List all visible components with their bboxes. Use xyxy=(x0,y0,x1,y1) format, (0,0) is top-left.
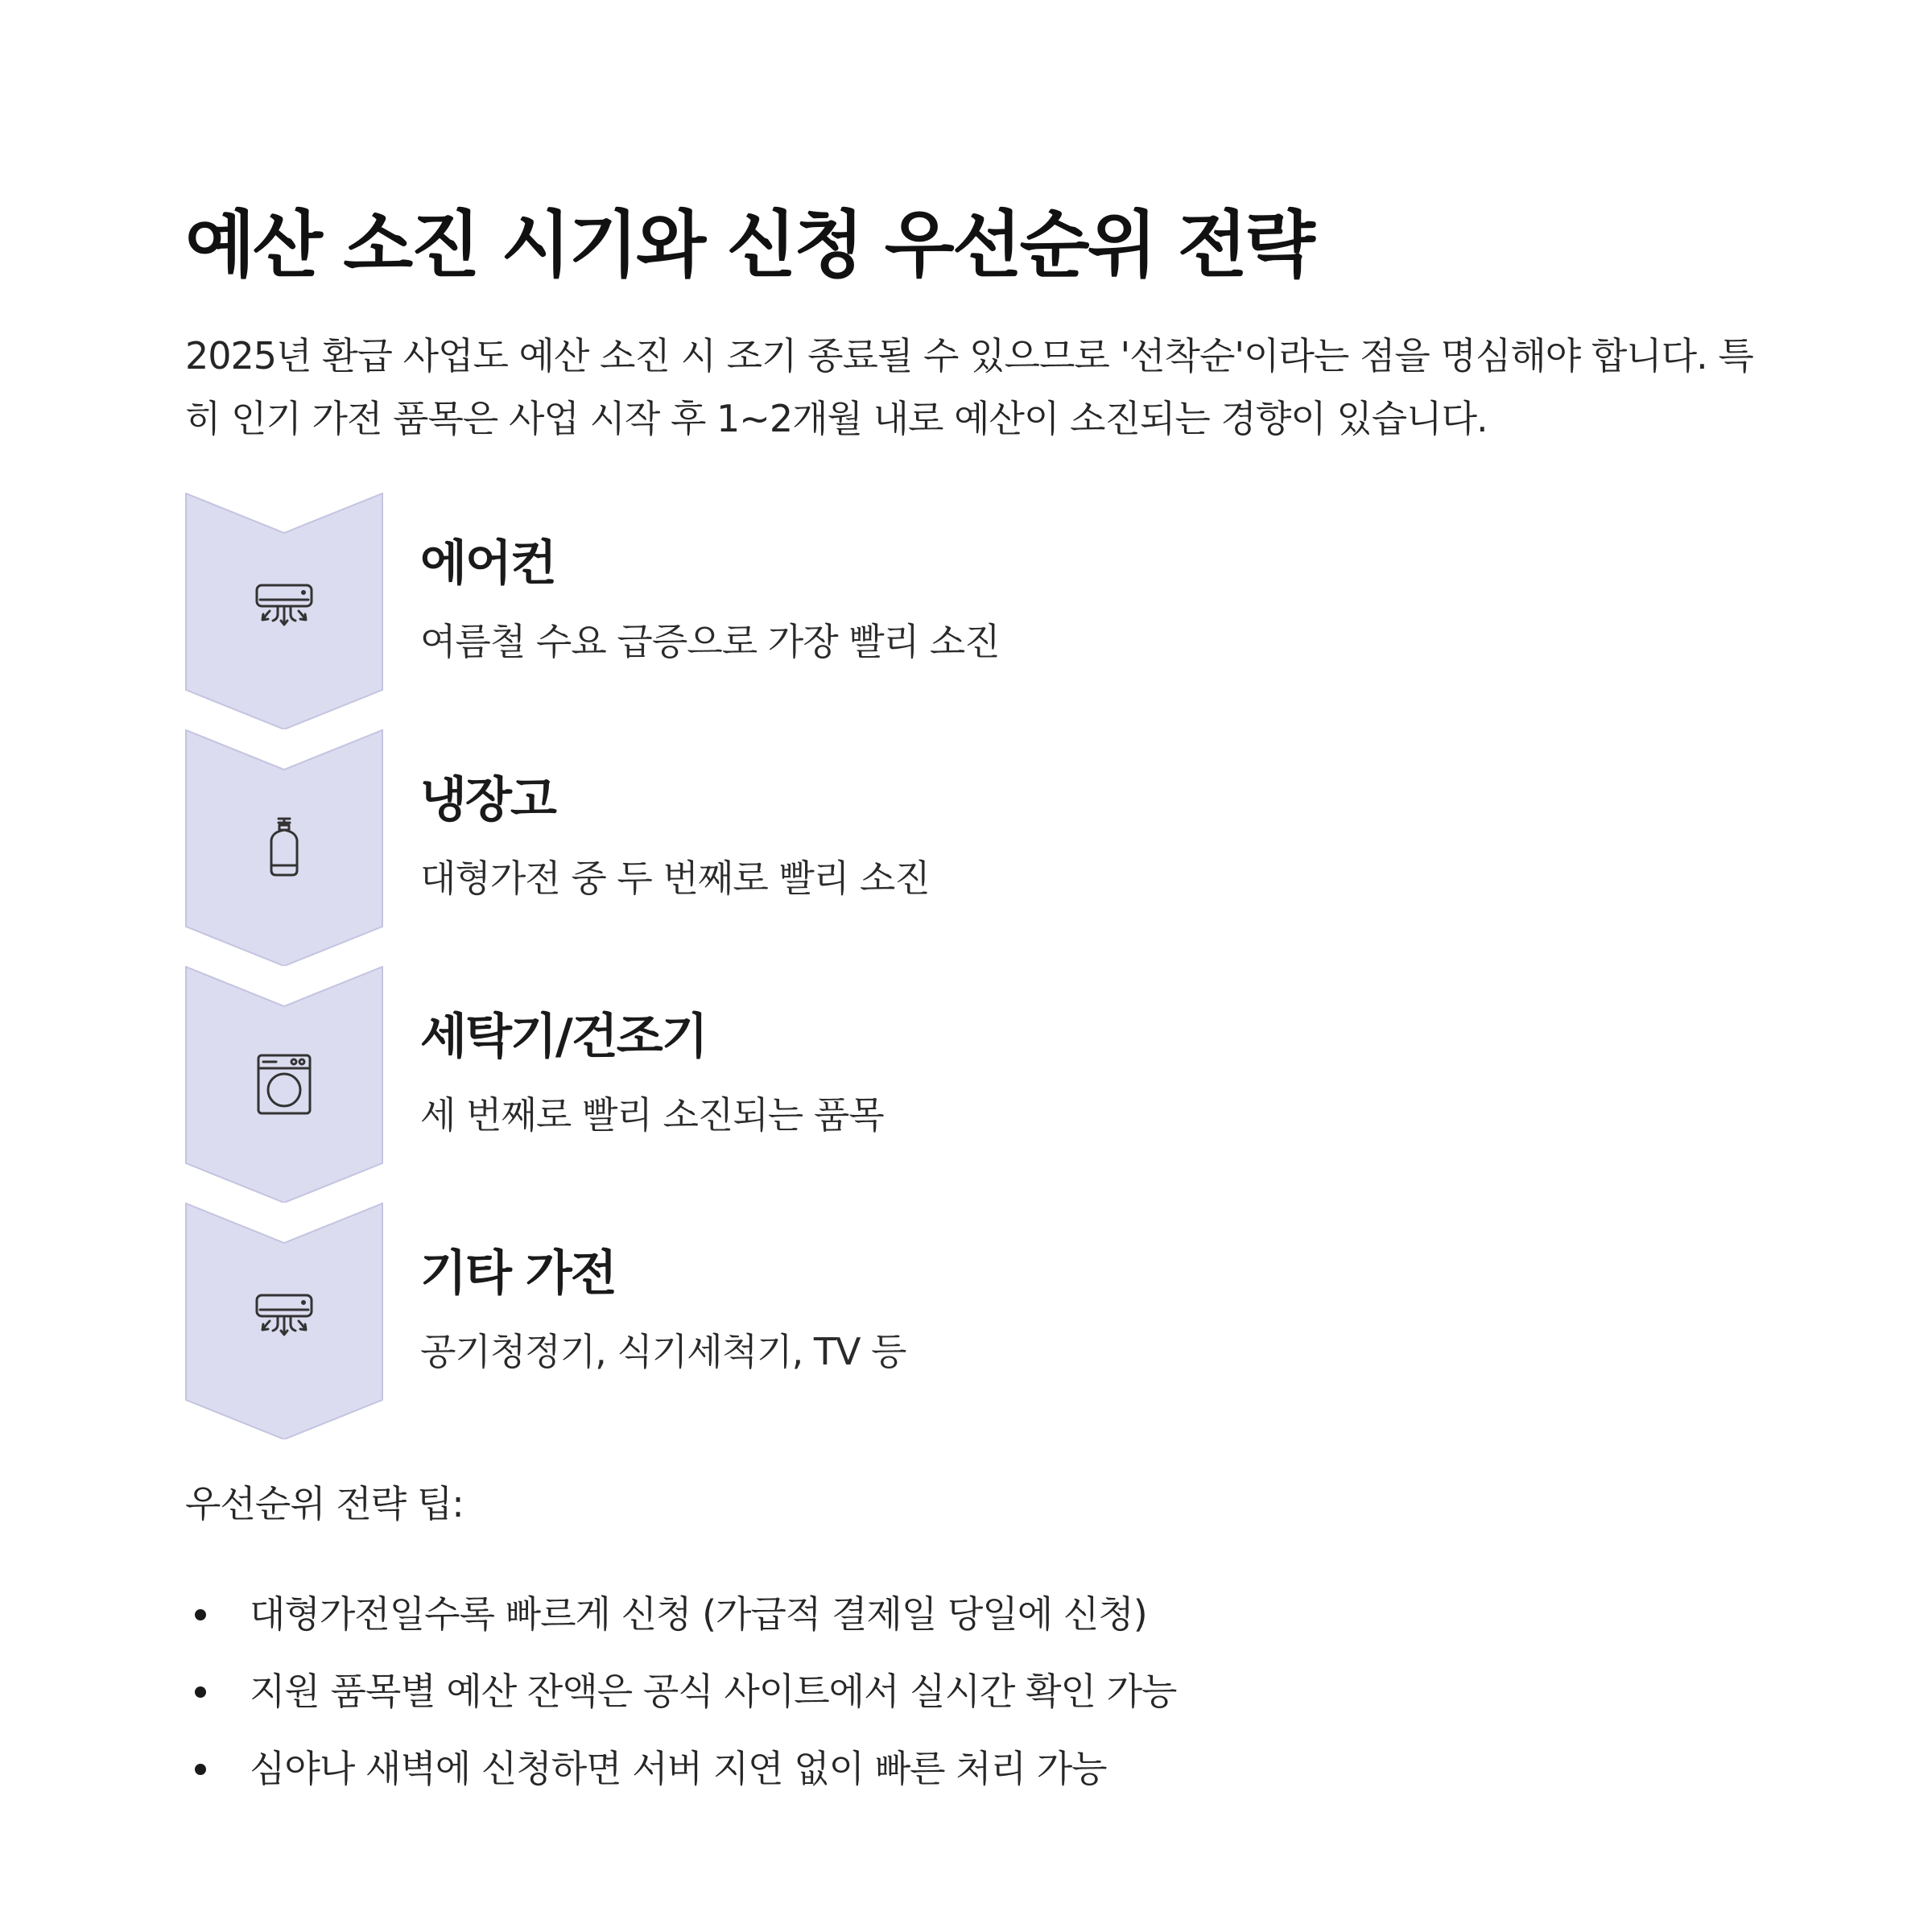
step-air-conditioner xyxy=(185,493,1763,734)
page-title: 예산 소진 시기와 신청 우선순위 전략 xyxy=(185,203,1313,288)
step-refrigerator xyxy=(185,729,1763,971)
list-item xyxy=(185,1667,1763,1744)
washing-machine-icon xyxy=(252,1052,316,1117)
step-title: 기타 가전 xyxy=(420,1245,616,1302)
step-description: 세 번째로 빨리 소진되는 품목 xyxy=(420,1093,884,1137)
list-item xyxy=(185,1744,1763,1822)
bullet-icon xyxy=(195,1764,206,1775)
tip-text: 심야나 새벽에 신청하면 서버 지연 없이 빠른 처리 가능 xyxy=(250,1747,1107,1790)
step-washer-dryer xyxy=(185,966,1763,1208)
intro-paragraph: 2025년 환급 사업도 예산 소진 시 조기 종료될 수 있으므로 '선착순'이라는 점을 명심해야 합니다. 특히 인기 가전 품목은 사업 시작 후 1~2개월 내로 예산이 소진되는 경향이 있습니다. xyxy=(185,334,1753,440)
step-description: 공기청정기, 식기세척기, TV 등 xyxy=(420,1330,906,1373)
step-other-appliances xyxy=(185,1203,1763,1444)
bullet-icon xyxy=(195,1686,206,1698)
step-title: 세탁기/건조기 xyxy=(420,1009,707,1065)
air-conditioner-icon xyxy=(252,579,316,643)
tips-list xyxy=(185,1590,1763,1822)
tip-text: 지원 품목별 예산 잔액은 공식 사이트에서 실시간 확인 가능 xyxy=(250,1670,1177,1713)
list-item xyxy=(185,1590,1763,1667)
tip-text: 대형가전일수록 빠르게 신청 (가급적 결제일 당일에 신청) xyxy=(250,1592,1147,1636)
bullet-icon xyxy=(195,1609,206,1620)
step-title: 냉장고 xyxy=(420,772,555,828)
tips-heading: 우선순위 전략 팁: xyxy=(185,1482,464,1525)
step-description: 여름철 수요 급증으로 가장 빨리 소진 xyxy=(420,620,1000,663)
air-conditioner-icon xyxy=(252,1289,316,1353)
step-title: 에어컨 xyxy=(420,535,555,592)
step-description: 대형가전 중 두 번째로 빨리 소진 xyxy=(420,857,930,900)
gas-cylinder-icon xyxy=(252,815,316,880)
